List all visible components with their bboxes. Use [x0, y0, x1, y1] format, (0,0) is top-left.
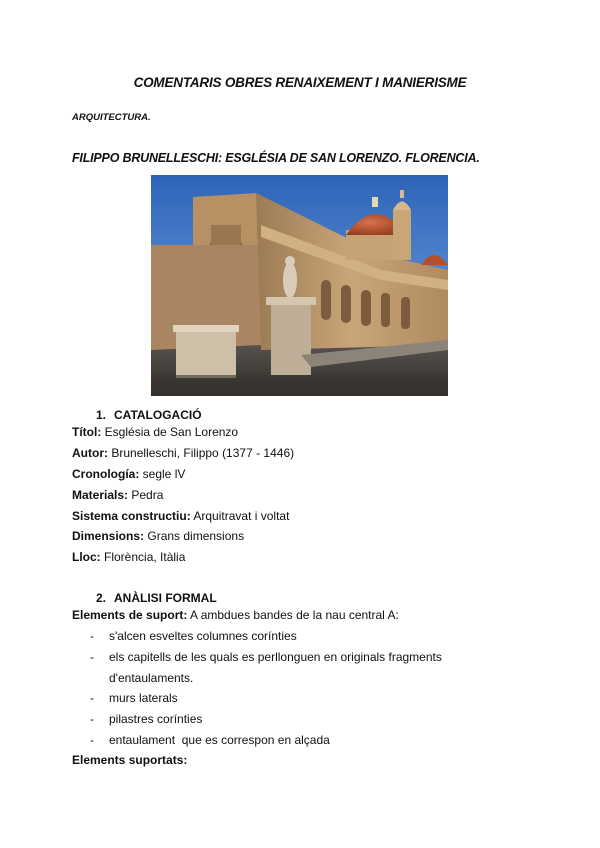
field-value: Florència, Itàlia — [104, 550, 186, 564]
support-value: A ambdues bandes de la nau central A: — [190, 608, 399, 622]
bullet-text: pilastres corínties — [109, 712, 203, 726]
field-value: Brunelleschi, Filippo (1377 - 1446) — [111, 446, 295, 460]
field-title — [72, 425, 238, 439]
field-value: Arquitravat i voltat — [193, 509, 290, 523]
bullet-text: murs laterals — [109, 691, 178, 705]
field-label: Cronología: — [72, 467, 140, 481]
bullet-dash: - — [90, 733, 94, 747]
field-label: Autor: — [72, 446, 108, 460]
field-label: Lloc: — [72, 550, 101, 564]
field-location — [72, 550, 185, 564]
field-author — [72, 446, 294, 460]
formal-heading-text: ANÀLISI FORMAL — [114, 591, 217, 605]
support-elements — [72, 608, 399, 622]
field-chronology — [72, 467, 185, 481]
support-label: Elements de suport: — [72, 608, 188, 622]
supported-label: Elements suportats: — [72, 753, 188, 767]
work-title: FILIPPO BRUNELLESCHI: ESGLÉSIA DE SAN LORENZO. FLORENCIA. — [72, 151, 480, 165]
bullet-dash: - — [90, 650, 94, 664]
catalog-heading — [90, 408, 202, 422]
field-label: Dimensions: — [72, 529, 145, 543]
field-label: Materials: — [72, 488, 129, 502]
field-value: Grans dimensions — [147, 529, 245, 543]
catalog-heading-text: CATALOGACIÓ — [114, 408, 202, 422]
field-label: Sistema constructiu: — [72, 509, 191, 523]
field-label: Títol: — [72, 425, 102, 439]
bullet-text: s'alcen esveltes columnes corínties — [109, 629, 297, 643]
section-label: ARQUITECTURA. — [72, 112, 151, 123]
bullet-dash: - — [90, 712, 94, 726]
field-value: segle lV — [142, 467, 186, 481]
document-title: COMENTARIS OBRES RENAIXEMENT I MANIERISME — [133, 75, 467, 90]
church-photo — [151, 175, 448, 396]
formal-number: 2. — [95, 591, 106, 605]
formal-heading — [90, 591, 217, 605]
catalog-number: 1. — [95, 408, 106, 422]
field-construction — [72, 509, 289, 523]
supported-elements — [72, 753, 187, 767]
field-value: Església de San Lorenzo — [104, 425, 239, 439]
field-value: Pedra — [131, 488, 164, 502]
bullet-dash: - — [90, 691, 94, 705]
bullet-dash: - — [90, 629, 94, 643]
field-dimensions — [72, 529, 244, 543]
bullet-text: els capitells de les quals es perllonguen en originals fragments d'entaulaments. — [109, 650, 442, 685]
field-materials — [72, 488, 163, 502]
bullet-text: entaulament que es correspon en alçada — [109, 733, 330, 747]
